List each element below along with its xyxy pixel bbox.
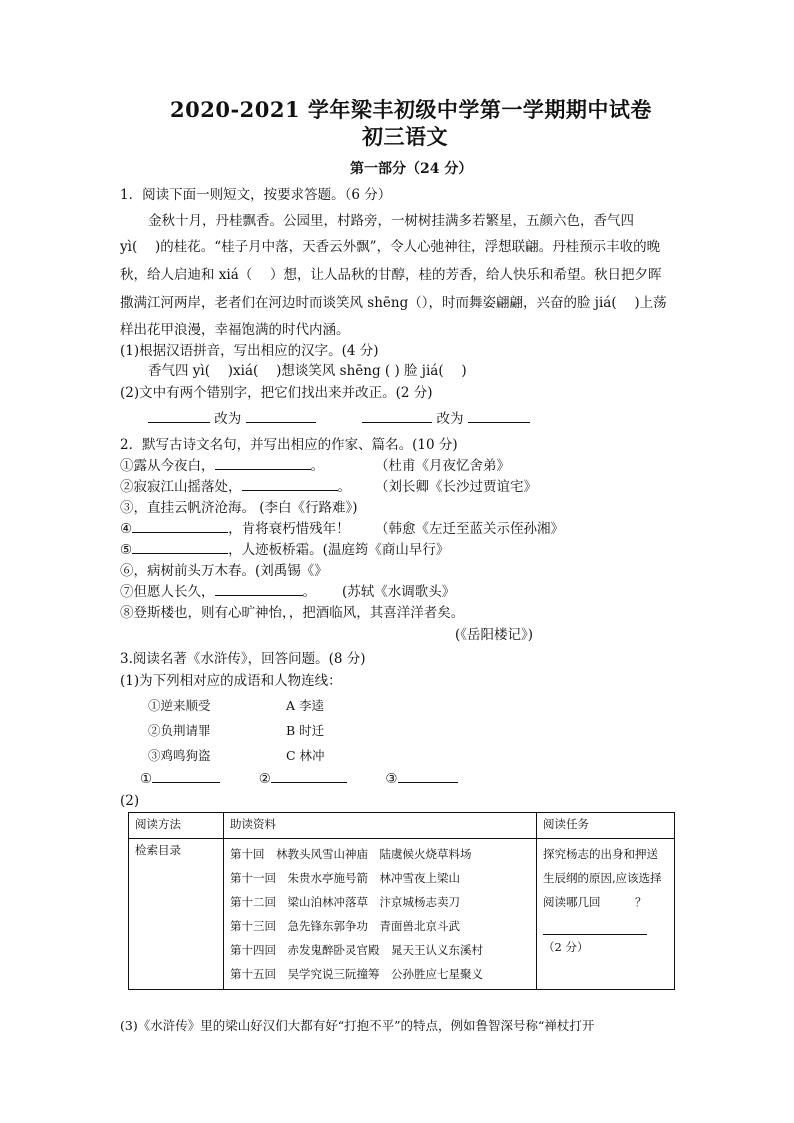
q3-sub1: (1)为下列相对应的成语和人物连线： <box>120 673 342 689</box>
reading-task: 探究杨志的出身和押送生辰纲的原因,应该选择阅读哪几回 ？ <box>543 847 662 909</box>
q3-sub2: (2) <box>120 793 140 809</box>
idiom-3: ③鸡鸣狗盗 <box>148 748 211 763</box>
q1-passage-line: 撒满江河两岸，老者们在河边时而谈笑风 shēng（），时而舞姿翩翩，兴奋的脸 jiá( )上荡 <box>120 295 667 311</box>
exam-subtitle: 初三语文 <box>362 124 448 149</box>
q1-passage-line: 金秋十月，丹桂飘香。公园里，村路旁，一树树挂满多若繁星，五颜六色，香气四 <box>148 213 634 229</box>
match-answer-row: ① ② ③ <box>140 766 458 792</box>
answer-blank[interactable] <box>215 455 311 470</box>
answer-blank[interactable] <box>148 408 210 423</box>
poem-line-1: ①露从今夜白， 。 <box>120 453 324 479</box>
answer-blank[interactable] <box>132 518 228 533</box>
q2-prompt: 2．默写古诗文名句，并写出相应的作家、篇名。(10 分) <box>120 437 458 453</box>
q3-sub3: (3)《水浒传》里的梁山好汉们大都有好“打抱不平”的特点，例如鲁智深号称“禅杖打开 <box>120 1018 595 1033</box>
task-points: （2 分） <box>543 940 589 954</box>
answer-blank[interactable] <box>543 920 647 935</box>
q1-sub1-answers: 香气四 yì( )xiá( )想谈笑风 shēng ( ) 脸 jiá( ) <box>148 363 467 379</box>
poem-line-6: ⑥，病树前头万木春。(刘禹锡《》 <box>120 563 328 579</box>
table-header: 助读资料 <box>224 813 537 839</box>
answer-blank[interactable] <box>398 768 458 783</box>
poem-line-8: ⑧登斯楼也，则有心旷神怡，，把酒临风，其喜洋洋者矣。 <box>120 605 465 621</box>
answer-blank[interactable] <box>215 581 303 596</box>
poem-source-8: (《岳阳楼记》) <box>455 627 534 643</box>
chapter-item: 第十回 林教头风雪山神庙 陆虞候火烧草料场 <box>230 847 472 861</box>
chapter-item: 第十一回 朱贵水亭施号箭 林冲雪夜上梁山 <box>230 871 460 885</box>
idiom-1: ①逆来顺受 <box>148 698 211 713</box>
person-a: A 李逵 <box>286 698 325 713</box>
q1-prompt: 1．阅读下面一则短文，按要求答题。（6 分） <box>120 187 392 203</box>
answer-blank[interactable] <box>271 768 347 783</box>
poem-source-2: （刘长卿《长沙过贾谊宅》 <box>375 479 537 495</box>
change-label: 改为 <box>214 411 242 427</box>
part-heading: 第一部分（24 分） <box>350 161 473 177</box>
person-b: B 时迁 <box>286 723 325 738</box>
poem-line-2: ②寂寂江山摇落处， 。 <box>120 474 351 500</box>
person-c: C 林冲 <box>286 748 325 763</box>
q1-sub2: (2)文中有两个错别字，把它们找出来并改正。(2 分) <box>120 385 433 401</box>
reading-task-cell <box>537 839 675 990</box>
exam-title: 2020-2021 学年梁丰初级中学第一学期期中试卷 <box>170 97 652 122</box>
poem-source-7: (苏轼《水调歌头》 <box>342 584 456 600</box>
idiom-2: ②负荆请罪 <box>148 723 211 738</box>
answer-blank[interactable] <box>242 476 338 491</box>
reading-method: 检索目录 <box>129 839 224 990</box>
answer-blank[interactable] <box>362 408 432 423</box>
q3-prompt: 3.阅读名著《水浒传》，回答问题。(8 分) <box>120 651 366 667</box>
poem-source-1: （杜甫《月夜忆舍弟》 <box>375 458 510 474</box>
answer-blank[interactable] <box>246 408 316 423</box>
poem-line-7: ⑦但愿人长久， 。 <box>120 579 316 605</box>
chapter-item: 第十五回 吴学究说三阮撞筹 公孙胜应七星聚义 <box>230 967 483 981</box>
poem-line-5: ⑤ ，人迹板桥霜。(温庭筠《商山早行》 <box>120 537 449 563</box>
answer-blank[interactable] <box>468 408 530 423</box>
table-header: 阅读任务 <box>537 813 675 839</box>
chapter-item: 第十三回 急先锋东郭争功 青面兽北京斗武 <box>230 919 460 933</box>
q1-correction-row <box>148 406 530 432</box>
q1-sub1: (1)根据汉语拼音，写出相应的汉字。(4 分) <box>120 343 379 359</box>
q1-passage-line: yì( )的桂花。“桂子月中落，天香云外飘”，令人心弛神往，浮想联翩。丹桂预示丰收的晚 <box>120 239 661 255</box>
table-header: 阅读方法 <box>129 813 224 839</box>
poem-line-3: ③，直挂云帆济沧海。 (李白《行路难》) <box>120 500 358 516</box>
reading-table <box>128 812 675 990</box>
change-label: 改为 <box>436 411 464 427</box>
chapter-item: 第十二回 梁山泊林冲落草 汴京城杨志卖刀 <box>230 895 460 909</box>
answer-blank[interactable] <box>152 768 220 783</box>
q1-passage-line: 样出花甲浪漫，幸福饱满的时代内涵。 <box>120 322 350 338</box>
poem-source-4: （韩愈《左迁至蓝关示侄孙湘》 <box>375 521 564 537</box>
chapter-list <box>224 839 537 990</box>
poem-line-4: ④ ，肯将衰朽惜残年！ <box>120 516 350 542</box>
chapter-item: 第十四回 赤发鬼醉卧灵官殿 晁天王认义东溪村 <box>230 943 483 957</box>
q1-passage-line: 秋，给人启迪和 xiá（ ）想，让人品秋的甘醇，桂的芳香，给人快乐和希望。秋日把夕晖 <box>120 267 662 283</box>
answer-blank[interactable] <box>132 539 228 554</box>
